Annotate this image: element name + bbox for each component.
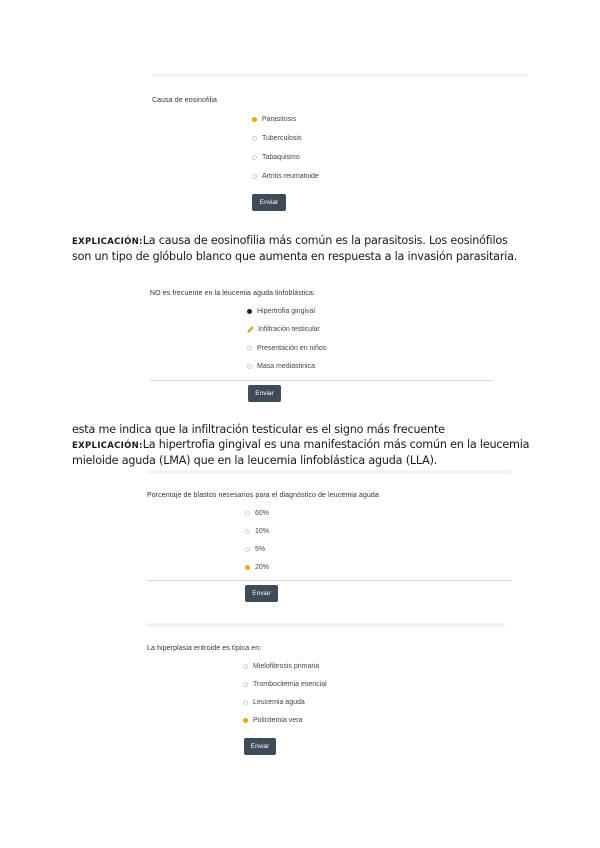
explanation-label: EXPLICACIÓN:	[72, 441, 143, 451]
radio-icon[interactable]	[252, 174, 257, 179]
section-divider	[147, 470, 511, 474]
radio-icon[interactable]	[245, 511, 250, 516]
answer-option[interactable]: 5%	[245, 546, 265, 553]
question-text: Porcentaje de blastos necesarios para el diagnóstico de leucemia aguda	[147, 492, 379, 499]
section-divider	[152, 73, 528, 77]
explanation-text: mieloide aguda (LMA) que en la leucemia linfoblástica aguda (LLA).	[72, 454, 438, 467]
answer-option[interactable]: Parasitosis	[252, 116, 296, 123]
radio-marked-icon[interactable]	[247, 309, 252, 314]
radio-selected-icon[interactable]	[252, 117, 257, 122]
radio-selected-icon[interactable]	[243, 718, 248, 723]
answer-option[interactable]: Trombocitemia esencial	[243, 681, 327, 688]
explanation-paragraph	[72, 233, 508, 250]
explanation-text: La hipertrofia gingival es una manifestación más común en la leucemia	[142, 438, 530, 451]
answer-option[interactable]: 20%	[245, 564, 269, 571]
answer-option[interactable]: Tuberculosis	[252, 135, 301, 142]
answer-option[interactable]: Presentación en niños	[247, 345, 326, 352]
explanation-text: La causa de eosinofilia más común es la parasitosis. Los eosinófilos	[142, 234, 508, 247]
radio-icon[interactable]	[245, 547, 250, 552]
submit-button[interactable]: Enviar	[252, 194, 286, 211]
answer-option[interactable]: 60%	[245, 510, 269, 517]
pencil-icon	[247, 326, 254, 333]
question-text: NO es frecuente en la leucemia aguda linfoblástica:	[150, 290, 316, 297]
answer-option[interactable]: Leucemia aguda	[243, 699, 305, 706]
explanation-paragraph	[72, 249, 517, 265]
radio-icon[interactable]	[245, 529, 250, 534]
submit-button[interactable]: Enviar	[244, 738, 276, 755]
answer-option[interactable]: Infiltración testicular	[247, 326, 320, 333]
answer-option[interactable]: Artritis reumatoide	[252, 173, 319, 180]
radio-icon[interactable]	[243, 700, 248, 705]
radio-icon[interactable]	[247, 346, 252, 351]
answer-option[interactable]: Tabaquismo	[252, 154, 300, 161]
question-text: Causa de eosinofilia	[152, 97, 218, 104]
radio-selected-icon[interactable]	[245, 565, 250, 570]
answer-option[interactable]: Mielofibrosis primaria	[243, 663, 319, 670]
radio-icon[interactable]	[252, 136, 257, 141]
explanation-paragraph	[72, 437, 529, 454]
question-text: La hiperplasia eritroide es típica en:	[147, 645, 262, 652]
answer-option[interactable]: Masa mediastinica	[247, 363, 315, 370]
radio-icon[interactable]	[243, 664, 248, 669]
section-divider	[147, 623, 505, 627]
answer-option[interactable]: 10%	[245, 528, 269, 535]
student-note: esta me indica que la infiltración testicular es el signo más frecuente	[72, 423, 445, 436]
answer-option[interactable]: Policitemia vera	[243, 717, 302, 724]
explanation-paragraph	[72, 453, 437, 469]
submit-button[interactable]: Enviar	[248, 385, 281, 402]
section-divider	[147, 580, 511, 581]
radio-icon[interactable]	[247, 364, 252, 369]
section-divider	[150, 380, 492, 381]
explanation-label: EXPLICACIÓN:	[72, 237, 143, 247]
submit-button[interactable]: Enviar	[245, 585, 278, 602]
answer-option[interactable]: Hipertrofia gingival	[247, 308, 315, 315]
radio-icon[interactable]	[252, 155, 257, 160]
radio-icon[interactable]	[243, 682, 248, 687]
explanation-text: son un tipo de glóbulo blanco que aumenta en respuesta a la invasión parasitaria.	[72, 250, 518, 263]
